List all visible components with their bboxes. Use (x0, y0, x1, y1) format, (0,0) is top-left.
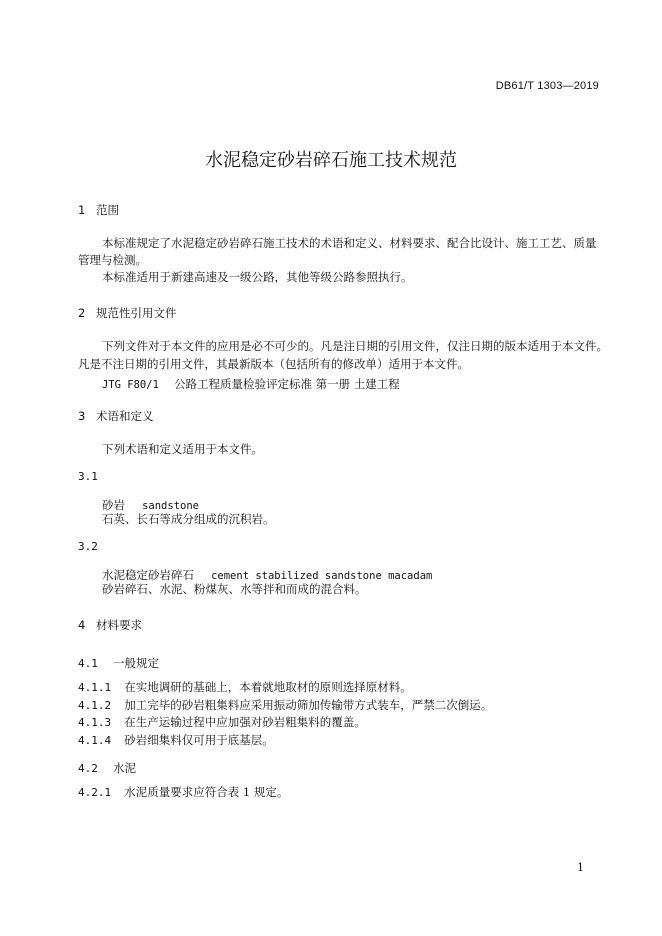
clause-item (78, 676, 412, 695)
term-number: 3.2 (78, 540, 98, 553)
page-number: 1 (577, 861, 584, 874)
section-title: 材料要求 (96, 618, 142, 632)
clause-text: 加工完毕的砂岩粗集料应采用振动筛加传输带方式装车，严禁二次倒运。 (124, 698, 493, 712)
reference-code: JTG F80/1 (102, 379, 159, 391)
section-1-heading (78, 202, 119, 218)
paragraph-line: 下列文件对于本文件的应用是必不可少的。凡是注日期的引用文件，仅注日期的版本适用于本文件。 (102, 339, 608, 353)
clause-number: 4.1.4 (78, 734, 112, 747)
clause-text: 在实地调研的基础上，本着就地取材的原则选择原材料。 (124, 680, 412, 694)
clause-number: 4.1.1 (78, 681, 112, 694)
normative-reference (102, 373, 400, 392)
paragraph-line: 管理与检测。 (78, 253, 147, 267)
section-number: 2 (78, 306, 86, 320)
term-english: sandstone (142, 500, 199, 512)
clause-number: 4.2.1 (78, 786, 112, 799)
subsection-number: 4.1 (78, 657, 98, 670)
section-3-heading (78, 408, 154, 424)
section-title: 术语和定义 (96, 409, 154, 423)
term-definition: 石英、长石等成分组成的沉积岩。 (102, 512, 275, 526)
paragraph-line: 本标准规定了水泥稳定砂岩碎石施工技术的术语和定义、材料要求、配合比设计、施工工艺、质量 (102, 236, 597, 250)
document-title: 水泥稳定砂岩碎石施工技术规范 (205, 150, 457, 171)
subsection-4-1-heading (78, 652, 159, 671)
clause-number: 4.1.3 (78, 716, 112, 729)
term-definition: 砂岩碎石、水泥、粉煤灰、水等拌和而成的混合料。 (102, 582, 367, 596)
clause-text: 砂岩细集料仅可用于底基层。 (124, 733, 274, 747)
clause-item (78, 729, 274, 748)
subsection-number: 4.2 (78, 762, 98, 775)
paragraph: 本标准适用于新建高速及一级公路，其他等级公路参照执行。 (102, 270, 413, 284)
clause-text: 水泥质量要求应符合表 1 规定。 (124, 785, 289, 799)
standard-code: DB61/T 1303—2019 (495, 80, 599, 92)
subsection-title: 一般规定 (112, 656, 159, 670)
clause-item (78, 711, 366, 730)
clause-item (78, 781, 288, 800)
section-number: 4 (78, 618, 86, 632)
clause-number: 4.1.2 (78, 699, 112, 712)
paragraph: 下列术语和定义适用于本文件。 (102, 442, 263, 456)
reference-title: 公路工程质量检验评定标准 第一册 土建工程 (174, 377, 400, 391)
section-title: 范围 (96, 203, 119, 217)
section-4-heading (78, 617, 142, 633)
section-number: 3 (78, 409, 86, 423)
subsection-4-2-heading (78, 757, 136, 776)
term-name: 砂岩 (102, 498, 125, 512)
section-title: 规范性引用文件 (96, 306, 177, 320)
section-2-heading (78, 305, 177, 321)
term-name: 水泥稳定砂岩碎石 (102, 568, 194, 582)
term-english: cement stabilized sandstone macadam (211, 570, 433, 582)
paragraph-line: 凡是不注日期的引用文件，其最新版本（包括所有的修改单）适用于本文件。 (78, 357, 469, 371)
section-number: 1 (78, 203, 86, 217)
term-number: 3.1 (78, 470, 98, 483)
subsection-title: 水泥 (112, 761, 136, 775)
clause-text: 在生产运输过程中应加强对砂岩粗集料的覆盖。 (124, 715, 366, 729)
